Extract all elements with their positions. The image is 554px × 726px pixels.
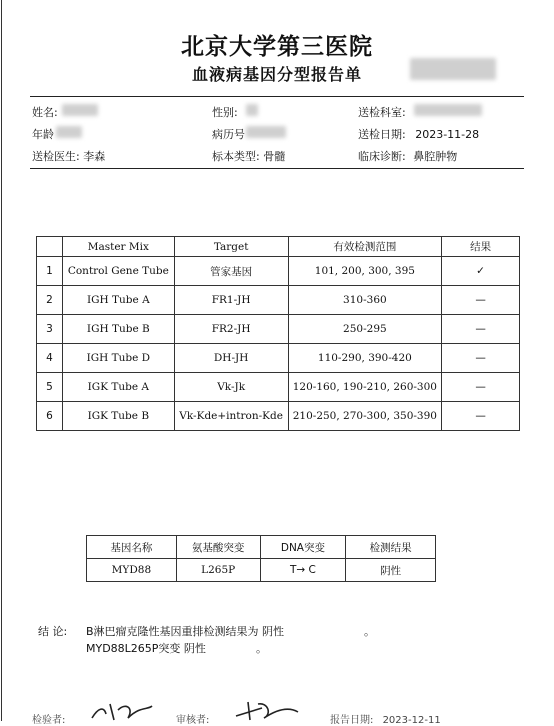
row-mix: IGK Tube B	[62, 402, 174, 431]
row-target: Vk-Kde+intron-Kde	[174, 402, 288, 431]
row-mix: Control Gene Tube	[62, 257, 174, 286]
report-date-field	[330, 711, 441, 726]
diagnosis-value: 鼻腔肿物	[413, 150, 458, 163]
report-title: 血液病基因分型报告单	[191, 65, 362, 84]
row-mix: IGH Tube D	[62, 344, 174, 373]
specimen-label: 标本类型:	[212, 150, 260, 163]
row-no: 4	[37, 344, 63, 373]
name-label: 姓名:	[32, 106, 58, 119]
name-field	[32, 104, 58, 120]
row-target: Vk-Jk	[174, 373, 288, 402]
row-result: —	[442, 315, 520, 344]
specimen-value: 骨髓	[263, 150, 286, 163]
redacted-name	[62, 104, 98, 116]
gender-label: 性别:	[212, 106, 238, 119]
hospital-name: 北京大学第三医院	[181, 34, 373, 60]
row-no: 5	[37, 373, 63, 402]
row-result: —	[442, 373, 520, 402]
report-date-value: 2023-12-11	[382, 715, 441, 726]
row-range: 310-360	[288, 286, 442, 315]
aa-mutation: L265P	[176, 559, 260, 582]
date-value: 2023-11-28	[415, 128, 480, 141]
table-row	[37, 373, 520, 402]
date-field	[358, 126, 479, 142]
redacted-dept	[414, 104, 482, 116]
dept-field	[358, 104, 406, 120]
conclusion-line-2: MYD88L265P突变 阴性	[86, 642, 206, 655]
col-header-dna: DNA突变	[260, 536, 346, 559]
row-target: 管家基因	[174, 257, 288, 286]
page-edge	[1, 0, 2, 721]
mutation-table	[86, 535, 436, 582]
row-mix: IGK Tube A	[62, 373, 174, 402]
table-row	[37, 286, 520, 315]
col-header-range: 有效检测范围	[288, 237, 442, 257]
table-row	[37, 257, 520, 286]
col-header-mix: Master Mix	[62, 237, 174, 257]
row-range: 110-290, 390-420	[288, 344, 442, 373]
row-result: —	[442, 286, 520, 315]
diagnosis-label: 临床诊断:	[358, 150, 406, 163]
row-range: 210-250, 270-300, 350-390	[288, 402, 442, 431]
doctor-label: 送检医生:	[32, 150, 80, 163]
doctor-field	[32, 148, 105, 164]
col-header-result: 结果	[442, 237, 520, 257]
row-no: 6	[37, 402, 63, 431]
tester-signature	[88, 700, 156, 721]
date-label: 送检日期:	[358, 128, 406, 141]
conclusion-dot-2: 。	[256, 642, 267, 655]
row-result: —	[442, 402, 520, 431]
row-no: 1	[37, 257, 63, 286]
row-mix: IGH Tube B	[62, 315, 174, 344]
age-field	[32, 126, 54, 142]
col-header-target: Target	[174, 237, 288, 257]
row-target: DH-JH	[174, 344, 288, 373]
header-rule	[30, 96, 524, 97]
table-row	[37, 344, 520, 373]
mutation-row	[87, 559, 436, 582]
row-range: 101, 200, 300, 395	[288, 257, 442, 286]
row-target: FR1-JH	[174, 286, 288, 315]
dna-mutation: T→ C	[260, 559, 346, 582]
conclusion-line-1: B淋巴瘤克隆性基因重排检测结果为 阴性	[86, 625, 285, 638]
row-range: 120-160, 190-210, 260-300	[288, 373, 442, 402]
row-no: 3	[37, 315, 63, 344]
table-row	[37, 402, 520, 431]
detect-result: 阴性	[346, 559, 436, 582]
dept-label: 送检科室:	[358, 106, 406, 119]
conclusion-label: 结 论:	[38, 625, 68, 638]
gene-name: MYD88	[87, 559, 177, 582]
info-rule	[30, 168, 524, 169]
redacted-gender	[246, 104, 258, 116]
conclusion-dot-1: 。	[364, 625, 375, 638]
table-header-row	[37, 237, 520, 257]
gender-field	[212, 104, 238, 120]
redacted-record	[246, 126, 286, 138]
doctor-value: 李森	[83, 150, 106, 163]
table-row	[37, 315, 520, 344]
col-header-no	[37, 237, 63, 257]
redacted-barcode	[410, 58, 496, 80]
tester-label: 检验者:	[32, 715, 66, 726]
mutation-header-row	[87, 536, 436, 559]
gene-rearrangement-table	[36, 236, 520, 431]
row-no: 2	[37, 286, 63, 315]
row-range: 250-295	[288, 315, 442, 344]
specimen-field	[212, 148, 285, 164]
reviewer-signature	[232, 700, 302, 721]
record-field	[212, 126, 245, 142]
row-mix: IGH Tube A	[62, 286, 174, 315]
age-label: 年龄	[32, 128, 54, 141]
row-result: —	[442, 344, 520, 373]
diagnosis-field	[358, 148, 457, 164]
report-date-label: 报告日期:	[330, 715, 374, 726]
reviewer-label: 审核者:	[176, 715, 210, 726]
col-header-detect-result: 检测结果	[346, 536, 436, 559]
record-label: 病历号	[212, 128, 245, 141]
row-target: FR2-JH	[174, 315, 288, 344]
row-result: ✓	[442, 257, 520, 286]
col-header-aa: 氨基酸突变	[176, 536, 260, 559]
redacted-age	[56, 126, 82, 138]
col-header-gene: 基因名称	[87, 536, 177, 559]
